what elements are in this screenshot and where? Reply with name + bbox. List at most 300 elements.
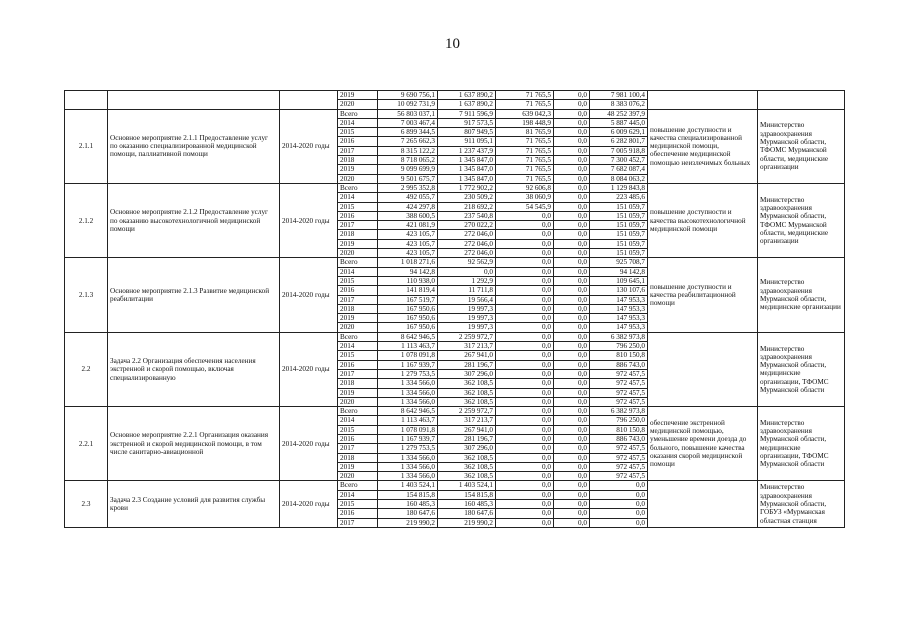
other-funds-cell: 0,0 bbox=[590, 481, 648, 490]
federal-budget-cell: 0,0 bbox=[496, 509, 554, 518]
regional-budget-cell: 362 108,5 bbox=[438, 453, 496, 462]
regional-budget-cell: 19 997,3 bbox=[438, 323, 496, 332]
other-funds-cell: 8 084 063,2 bbox=[590, 174, 648, 183]
other-funds-cell: 6 382 973,8 bbox=[590, 332, 648, 341]
local-budget-cell: 0,0 bbox=[554, 509, 590, 518]
total-cell: 8 718 065,2 bbox=[378, 156, 438, 165]
year-cell: 2018 bbox=[338, 453, 378, 462]
year-cell: 2020 bbox=[338, 397, 378, 406]
other-funds-cell: 0,0 bbox=[590, 490, 648, 499]
task-name-cell bbox=[108, 91, 280, 110]
other-funds-cell: 7 300 452,7 bbox=[590, 156, 648, 165]
other-funds-cell: 972 457,5 bbox=[590, 397, 648, 406]
total-cell: 1 334 566,0 bbox=[378, 462, 438, 471]
total-cell: 8 642 946,5 bbox=[378, 407, 438, 416]
year-cell: 2014 bbox=[338, 416, 378, 425]
regional-budget-cell: 219 990,2 bbox=[438, 518, 496, 527]
expected-result-cell: обеспечение экстренной медицинской помощью, уменьшение времени доезда до больного, повышение качества оказания скорой медицинской помощи bbox=[648, 407, 758, 481]
regional-budget-cell: 160 485,3 bbox=[438, 500, 496, 509]
federal-budget-cell: 0,0 bbox=[496, 258, 554, 267]
year-cell: 2016 bbox=[338, 360, 378, 369]
year-cell: 2019 bbox=[338, 388, 378, 397]
regional-budget-cell: 154 815,8 bbox=[438, 490, 496, 499]
federal-budget-cell: 0,0 bbox=[496, 221, 554, 230]
federal-budget-cell: 0,0 bbox=[496, 295, 554, 304]
local-budget-cell: 0,0 bbox=[554, 462, 590, 471]
task-code-cell: 2.3 bbox=[65, 481, 108, 527]
executor-cell: Министерство здравоохранения Мурманской области, медицинские организации, ТФОМС Мурманской области bbox=[758, 407, 845, 481]
total-cell: 160 485,3 bbox=[378, 500, 438, 509]
executor-cell: Министерство здравоохранения Мурманской области, ГОБУЗ «Мурманская областная станция bbox=[758, 481, 845, 527]
total-cell: 7 265 662,3 bbox=[378, 137, 438, 146]
total-cell: 388 600,5 bbox=[378, 211, 438, 220]
other-funds-cell: 109 645,1 bbox=[590, 276, 648, 285]
other-funds-cell: 972 457,5 bbox=[590, 369, 648, 378]
local-budget-cell: 0,0 bbox=[554, 295, 590, 304]
total-cell: 1 334 566,0 bbox=[378, 397, 438, 406]
local-budget-cell: 0,0 bbox=[554, 193, 590, 202]
local-budget-cell: 0,0 bbox=[554, 434, 590, 443]
federal-budget-cell: 54 545,9 bbox=[496, 202, 554, 211]
regional-budget-cell: 92 562,9 bbox=[438, 258, 496, 267]
federal-budget-cell: 0,0 bbox=[496, 379, 554, 388]
expected-result-cell: повышение доступности и качества специализированной медицинской помощи, обеспечение медицинской помощью неизлечимых больных bbox=[648, 109, 758, 183]
total-cell: 1 113 463,7 bbox=[378, 416, 438, 425]
total-cell: 9 501 675,7 bbox=[378, 174, 438, 183]
year-cell: 2014 bbox=[338, 267, 378, 276]
total-cell: 1 334 566,0 bbox=[378, 453, 438, 462]
federal-budget-cell: 0,0 bbox=[496, 249, 554, 258]
year-cell: 2014 bbox=[338, 193, 378, 202]
other-funds-cell: 151 059,7 bbox=[590, 211, 648, 220]
federal-budget-cell: 0,0 bbox=[496, 314, 554, 323]
total-cell: 6 899 344,5 bbox=[378, 128, 438, 137]
year-cell: 2015 bbox=[338, 351, 378, 360]
total-cell: 1 018 271,6 bbox=[378, 258, 438, 267]
federal-budget-cell: 0,0 bbox=[496, 500, 554, 509]
total-cell: 1 279 753,5 bbox=[378, 369, 438, 378]
year-cell: 2018 bbox=[338, 304, 378, 313]
year-cell: 2020 bbox=[338, 249, 378, 258]
federal-budget-cell: 0,0 bbox=[496, 342, 554, 351]
local-budget-cell: 0,0 bbox=[554, 351, 590, 360]
federal-budget-cell: 71 765,5 bbox=[496, 156, 554, 165]
task-code-cell: 2.1.1 bbox=[65, 109, 108, 183]
other-funds-cell: 6 009 629,1 bbox=[590, 128, 648, 137]
regional-budget-cell: 807 949,5 bbox=[438, 128, 496, 137]
regional-budget-cell: 362 108,5 bbox=[438, 462, 496, 471]
total-cell: 1 279 753,5 bbox=[378, 444, 438, 453]
total-cell: 94 142,8 bbox=[378, 267, 438, 276]
regional-budget-cell: 1 345 847,0 bbox=[438, 156, 496, 165]
federal-budget-cell: 0,0 bbox=[496, 453, 554, 462]
total-cell: 423 105,7 bbox=[378, 230, 438, 239]
regional-budget-cell: 362 108,5 bbox=[438, 397, 496, 406]
other-funds-cell: 151 059,7 bbox=[590, 249, 648, 258]
total-cell: 1 078 091,8 bbox=[378, 425, 438, 434]
total-cell: 1 334 566,0 bbox=[378, 388, 438, 397]
task-name-cell: Основное мероприятие 2.1.2 Предоставление услуг по оказанию высокотехнологичной медицинской помощи bbox=[108, 183, 280, 257]
year-cell: 2019 bbox=[338, 91, 378, 100]
total-cell: 56 803 037,1 bbox=[378, 109, 438, 118]
regional-budget-cell: 267 941,0 bbox=[438, 351, 496, 360]
other-funds-cell: 147 953,3 bbox=[590, 304, 648, 313]
executor-cell: Министерство здравоохранения Мурманской области, ТФОМС Мурманской области, медицинские организации bbox=[758, 109, 845, 183]
expected-result-cell bbox=[648, 481, 758, 527]
federal-budget-cell: 0,0 bbox=[496, 388, 554, 397]
local-budget-cell: 0,0 bbox=[554, 165, 590, 174]
regional-budget-cell: 1 345 847,0 bbox=[438, 174, 496, 183]
other-funds-cell: 0,0 bbox=[590, 509, 648, 518]
year-cell: 2015 bbox=[338, 202, 378, 211]
other-funds-cell: 8 383 076,2 bbox=[590, 100, 648, 109]
regional-budget-cell: 19 997,3 bbox=[438, 304, 496, 313]
federal-budget-cell: 0,0 bbox=[496, 332, 554, 341]
federal-budget-cell: 0,0 bbox=[496, 369, 554, 378]
federal-budget-cell: 0,0 bbox=[496, 444, 554, 453]
local-budget-cell: 0,0 bbox=[554, 342, 590, 351]
other-funds-cell: 886 743,0 bbox=[590, 360, 648, 369]
local-budget-cell: 0,0 bbox=[554, 397, 590, 406]
total-cell: 167 950,6 bbox=[378, 323, 438, 332]
period-cell bbox=[280, 91, 338, 110]
federal-budget-cell: 0,0 bbox=[496, 481, 554, 490]
task-code-cell: 2.2.1 bbox=[65, 407, 108, 481]
table-row bbox=[65, 91, 845, 100]
year-cell: 2020 bbox=[338, 472, 378, 481]
year-cell: Всего bbox=[338, 332, 378, 341]
other-funds-cell: 810 150,8 bbox=[590, 351, 648, 360]
federal-budget-cell: 0,0 bbox=[496, 462, 554, 471]
period-cell: 2014-2020 годы bbox=[280, 258, 338, 332]
year-cell: 2019 bbox=[338, 462, 378, 471]
federal-budget-cell: 0,0 bbox=[496, 434, 554, 443]
regional-budget-cell: 317 213,7 bbox=[438, 416, 496, 425]
table-row bbox=[65, 258, 845, 267]
other-funds-cell: 0,0 bbox=[590, 500, 648, 509]
local-budget-cell: 0,0 bbox=[554, 500, 590, 509]
federal-budget-cell: 0,0 bbox=[496, 407, 554, 416]
other-funds-cell: 972 457,5 bbox=[590, 453, 648, 462]
expected-result-cell: повышение доступности и качества высокотехнологичной медицинской помощи bbox=[648, 183, 758, 257]
year-cell: 2020 bbox=[338, 323, 378, 332]
total-cell: 167 950,6 bbox=[378, 304, 438, 313]
total-cell: 10 092 731,9 bbox=[378, 100, 438, 109]
local-budget-cell: 0,0 bbox=[554, 490, 590, 499]
regional-budget-cell: 362 108,5 bbox=[438, 379, 496, 388]
expected-result-cell bbox=[648, 91, 758, 110]
total-cell: 1 167 939,7 bbox=[378, 360, 438, 369]
regional-budget-cell: 1 403 524,1 bbox=[438, 481, 496, 490]
federal-budget-cell: 81 765,9 bbox=[496, 128, 554, 137]
total-cell: 423 105,7 bbox=[378, 249, 438, 258]
federal-budget-cell: 71 765,5 bbox=[496, 100, 554, 109]
executor-cell: Министерство здравоохранения Мурманской области, медицинские организации bbox=[758, 258, 845, 332]
local-budget-cell: 0,0 bbox=[554, 444, 590, 453]
federal-budget-cell: 639 042,3 bbox=[496, 109, 554, 118]
total-cell: 9 099 699,9 bbox=[378, 165, 438, 174]
year-cell: 2015 bbox=[338, 500, 378, 509]
local-budget-cell: 0,0 bbox=[554, 211, 590, 220]
year-cell: 2015 bbox=[338, 276, 378, 285]
federal-budget-cell: 0,0 bbox=[496, 239, 554, 248]
federal-budget-cell: 0,0 bbox=[496, 276, 554, 285]
other-funds-cell: 223 485,6 bbox=[590, 193, 648, 202]
regional-budget-cell: 362 108,5 bbox=[438, 388, 496, 397]
local-budget-cell: 0,0 bbox=[554, 221, 590, 230]
regional-budget-cell: 362 108,5 bbox=[438, 472, 496, 481]
local-budget-cell: 0,0 bbox=[554, 314, 590, 323]
year-cell: Всего bbox=[338, 109, 378, 118]
federal-budget-cell: 71 765,5 bbox=[496, 91, 554, 100]
other-funds-cell: 151 059,7 bbox=[590, 230, 648, 239]
federal-budget-cell: 0,0 bbox=[496, 360, 554, 369]
regional-budget-cell: 270 022,2 bbox=[438, 221, 496, 230]
year-cell: 2019 bbox=[338, 165, 378, 174]
total-cell: 1 334 566,0 bbox=[378, 472, 438, 481]
other-funds-cell: 925 708,7 bbox=[590, 258, 648, 267]
total-cell: 1 078 091,8 bbox=[378, 351, 438, 360]
other-funds-cell: 151 059,7 bbox=[590, 239, 648, 248]
total-cell: 1 403 524,1 bbox=[378, 481, 438, 490]
federal-budget-cell: 198 448,9 bbox=[496, 118, 554, 127]
federal-budget-cell: 0,0 bbox=[496, 267, 554, 276]
regional-budget-cell: 1 637 890,2 bbox=[438, 91, 496, 100]
local-budget-cell: 0,0 bbox=[554, 249, 590, 258]
other-funds-cell: 5 887 445,0 bbox=[590, 118, 648, 127]
task-code-cell: 2.1.2 bbox=[65, 183, 108, 257]
local-budget-cell: 0,0 bbox=[554, 128, 590, 137]
local-budget-cell: 0,0 bbox=[554, 91, 590, 100]
other-funds-cell: 147 953,3 bbox=[590, 295, 648, 304]
total-cell: 1 113 463,7 bbox=[378, 342, 438, 351]
other-funds-cell: 48 252 397,9 bbox=[590, 109, 648, 118]
table-row bbox=[65, 407, 845, 416]
other-funds-cell: 130 107,6 bbox=[590, 286, 648, 295]
regional-budget-cell: 1 637 890,2 bbox=[438, 100, 496, 109]
total-cell: 492 055,7 bbox=[378, 193, 438, 202]
regional-budget-cell: 1 237 437,9 bbox=[438, 146, 496, 155]
year-cell: 2014 bbox=[338, 490, 378, 499]
total-cell: 1 167 939,7 bbox=[378, 434, 438, 443]
federal-budget-cell: 0,0 bbox=[496, 416, 554, 425]
total-cell: 180 647,6 bbox=[378, 509, 438, 518]
year-cell: 2017 bbox=[338, 444, 378, 453]
period-cell: 2014-2020 годы bbox=[280, 407, 338, 481]
federal-budget-cell: 71 765,5 bbox=[496, 146, 554, 155]
federal-budget-cell: 0,0 bbox=[496, 286, 554, 295]
other-funds-cell: 6 382 973,8 bbox=[590, 407, 648, 416]
other-funds-cell: 147 953,3 bbox=[590, 314, 648, 323]
local-budget-cell: 0,0 bbox=[554, 202, 590, 211]
total-cell: 8 315 122,2 bbox=[378, 146, 438, 155]
local-budget-cell: 0,0 bbox=[554, 323, 590, 332]
table-row bbox=[65, 481, 845, 490]
regional-budget-cell: 2 259 972,7 bbox=[438, 332, 496, 341]
regional-budget-cell: 272 046,0 bbox=[438, 230, 496, 239]
local-budget-cell: 0,0 bbox=[554, 137, 590, 146]
funding-table bbox=[64, 90, 845, 528]
total-cell: 167 519,7 bbox=[378, 295, 438, 304]
federal-budget-cell: 0,0 bbox=[496, 351, 554, 360]
year-cell: 2015 bbox=[338, 425, 378, 434]
regional-budget-cell: 180 647,6 bbox=[438, 509, 496, 518]
task-name-cell: Основное мероприятие 2.2.1 Организация оказания экстренной и скорой медицинской помощи, в том числе санитарно-авиационной bbox=[108, 407, 280, 481]
year-cell: 2018 bbox=[338, 156, 378, 165]
table-row bbox=[65, 183, 845, 192]
regional-budget-cell: 307 296,0 bbox=[438, 444, 496, 453]
table-row bbox=[65, 109, 845, 118]
regional-budget-cell: 11 711,8 bbox=[438, 286, 496, 295]
federal-budget-cell: 0,0 bbox=[496, 397, 554, 406]
other-funds-cell: 810 150,8 bbox=[590, 425, 648, 434]
local-budget-cell: 0,0 bbox=[554, 304, 590, 313]
year-cell: 2017 bbox=[338, 518, 378, 527]
local-budget-cell: 0,0 bbox=[554, 146, 590, 155]
local-budget-cell: 0,0 bbox=[554, 183, 590, 192]
other-funds-cell: 972 457,5 bbox=[590, 444, 648, 453]
local-budget-cell: 0,0 bbox=[554, 481, 590, 490]
year-cell: 2018 bbox=[338, 230, 378, 239]
local-budget-cell: 0,0 bbox=[554, 453, 590, 462]
federal-budget-cell: 71 765,5 bbox=[496, 174, 554, 183]
regional-budget-cell: 218 692,2 bbox=[438, 202, 496, 211]
federal-budget-cell: 71 765,5 bbox=[496, 165, 554, 174]
federal-budget-cell: 0,0 bbox=[496, 230, 554, 239]
period-cell: 2014-2020 годы bbox=[280, 109, 338, 183]
federal-budget-cell: 0,0 bbox=[496, 472, 554, 481]
other-funds-cell: 796 250,0 bbox=[590, 342, 648, 351]
year-cell: Всего bbox=[338, 481, 378, 490]
regional-budget-cell: 917 573,5 bbox=[438, 118, 496, 127]
task-code-cell: 2.2 bbox=[65, 332, 108, 406]
year-cell: 2017 bbox=[338, 146, 378, 155]
local-budget-cell: 0,0 bbox=[554, 369, 590, 378]
total-cell: 423 105,7 bbox=[378, 239, 438, 248]
page-number: 10 bbox=[445, 36, 460, 52]
local-budget-cell: 0,0 bbox=[554, 518, 590, 527]
year-cell: 2019 bbox=[338, 239, 378, 248]
regional-budget-cell: 0,0 bbox=[438, 267, 496, 276]
year-cell: 2020 bbox=[338, 174, 378, 183]
year-cell: 2014 bbox=[338, 342, 378, 351]
regional-budget-cell: 272 046,0 bbox=[438, 249, 496, 258]
other-funds-cell: 151 059,7 bbox=[590, 202, 648, 211]
regional-budget-cell: 281 196,7 bbox=[438, 434, 496, 443]
total-cell: 421 081,9 bbox=[378, 221, 438, 230]
task-name-cell: Основное мероприятие 2.1.3 Развитие медицинской реабилитации bbox=[108, 258, 280, 332]
year-cell: 2017 bbox=[338, 369, 378, 378]
other-funds-cell: 151 059,7 bbox=[590, 221, 648, 230]
year-cell: 2017 bbox=[338, 295, 378, 304]
regional-budget-cell: 7 911 596,9 bbox=[438, 109, 496, 118]
local-budget-cell: 0,0 bbox=[554, 174, 590, 183]
year-cell: 2016 bbox=[338, 509, 378, 518]
regional-budget-cell: 317 213,7 bbox=[438, 342, 496, 351]
local-budget-cell: 0,0 bbox=[554, 267, 590, 276]
total-cell: 154 815,8 bbox=[378, 490, 438, 499]
regional-budget-cell: 19 997,3 bbox=[438, 314, 496, 323]
total-cell: 219 990,2 bbox=[378, 518, 438, 527]
local-budget-cell: 0,0 bbox=[554, 416, 590, 425]
regional-budget-cell: 237 540,8 bbox=[438, 211, 496, 220]
task-name-cell: Задача 2.3 Создание условий для развития службы крови bbox=[108, 481, 280, 527]
local-budget-cell: 0,0 bbox=[554, 332, 590, 341]
total-cell: 2 995 352,8 bbox=[378, 183, 438, 192]
regional-budget-cell: 307 296,0 bbox=[438, 369, 496, 378]
local-budget-cell: 0,0 bbox=[554, 156, 590, 165]
period-cell: 2014-2020 годы bbox=[280, 183, 338, 257]
year-cell: 2019 bbox=[338, 314, 378, 323]
local-budget-cell: 0,0 bbox=[554, 472, 590, 481]
other-funds-cell: 1 129 843,8 bbox=[590, 183, 648, 192]
local-budget-cell: 0,0 bbox=[554, 360, 590, 369]
expected-result-cell: повышение доступности и качества реабилитационной помощи bbox=[648, 258, 758, 332]
year-cell: Всего bbox=[338, 183, 378, 192]
other-funds-cell: 6 282 801,7 bbox=[590, 137, 648, 146]
federal-budget-cell: 92 606,8 bbox=[496, 183, 554, 192]
year-cell: 2018 bbox=[338, 379, 378, 388]
local-budget-cell: 0,0 bbox=[554, 276, 590, 285]
total-cell: 167 950,6 bbox=[378, 314, 438, 323]
local-budget-cell: 0,0 bbox=[554, 379, 590, 388]
local-budget-cell: 0,0 bbox=[554, 118, 590, 127]
period-cell: 2014-2020 годы bbox=[280, 332, 338, 406]
regional-budget-cell: 281 196,7 bbox=[438, 360, 496, 369]
local-budget-cell: 0,0 bbox=[554, 230, 590, 239]
other-funds-cell: 972 457,5 bbox=[590, 472, 648, 481]
year-cell: 2016 bbox=[338, 286, 378, 295]
executor-cell: Министерство здравоохранения Мурманской области, ТФОМС Мурманской области, медицинские организации bbox=[758, 183, 845, 257]
other-funds-cell: 7 005 918,8 bbox=[590, 146, 648, 155]
federal-budget-cell: 38 060,9 bbox=[496, 193, 554, 202]
total-cell: 141 819,4 bbox=[378, 286, 438, 295]
year-cell: Всего bbox=[338, 407, 378, 416]
regional-budget-cell: 911 095,1 bbox=[438, 137, 496, 146]
other-funds-cell: 7 682 087,4 bbox=[590, 165, 648, 174]
task-name-cell: Задача 2.2 Организация обеспечения населения экстренной и скорой помощью, включая специализированную bbox=[108, 332, 280, 406]
local-budget-cell: 0,0 bbox=[554, 286, 590, 295]
local-budget-cell: 0,0 bbox=[554, 425, 590, 434]
total-cell: 7 003 467,4 bbox=[378, 118, 438, 127]
regional-budget-cell: 1 772 902,2 bbox=[438, 183, 496, 192]
year-cell: Всего bbox=[338, 258, 378, 267]
total-cell: 424 297,8 bbox=[378, 202, 438, 211]
local-budget-cell: 0,0 bbox=[554, 239, 590, 248]
year-cell: 2016 bbox=[338, 434, 378, 443]
other-funds-cell: 0,0 bbox=[590, 518, 648, 527]
year-cell: 2016 bbox=[338, 211, 378, 220]
local-budget-cell: 0,0 bbox=[554, 100, 590, 109]
local-budget-cell: 0,0 bbox=[554, 109, 590, 118]
task-code-cell: 2.1.3 bbox=[65, 258, 108, 332]
federal-budget-cell: 0,0 bbox=[496, 425, 554, 434]
total-cell: 8 642 946,5 bbox=[378, 332, 438, 341]
regional-budget-cell: 1 292,9 bbox=[438, 276, 496, 285]
year-cell: 2020 bbox=[338, 100, 378, 109]
regional-budget-cell: 230 509,2 bbox=[438, 193, 496, 202]
other-funds-cell: 147 953,3 bbox=[590, 323, 648, 332]
federal-budget-cell: 0,0 bbox=[496, 304, 554, 313]
year-cell: 2016 bbox=[338, 137, 378, 146]
total-cell: 110 938,0 bbox=[378, 276, 438, 285]
regional-budget-cell: 2 259 972,7 bbox=[438, 407, 496, 416]
regional-budget-cell: 1 345 847,0 bbox=[438, 165, 496, 174]
federal-budget-cell: 71 765,5 bbox=[496, 137, 554, 146]
other-funds-cell: 796 250,0 bbox=[590, 416, 648, 425]
regional-budget-cell: 19 566,4 bbox=[438, 295, 496, 304]
task-code-cell bbox=[65, 91, 108, 110]
